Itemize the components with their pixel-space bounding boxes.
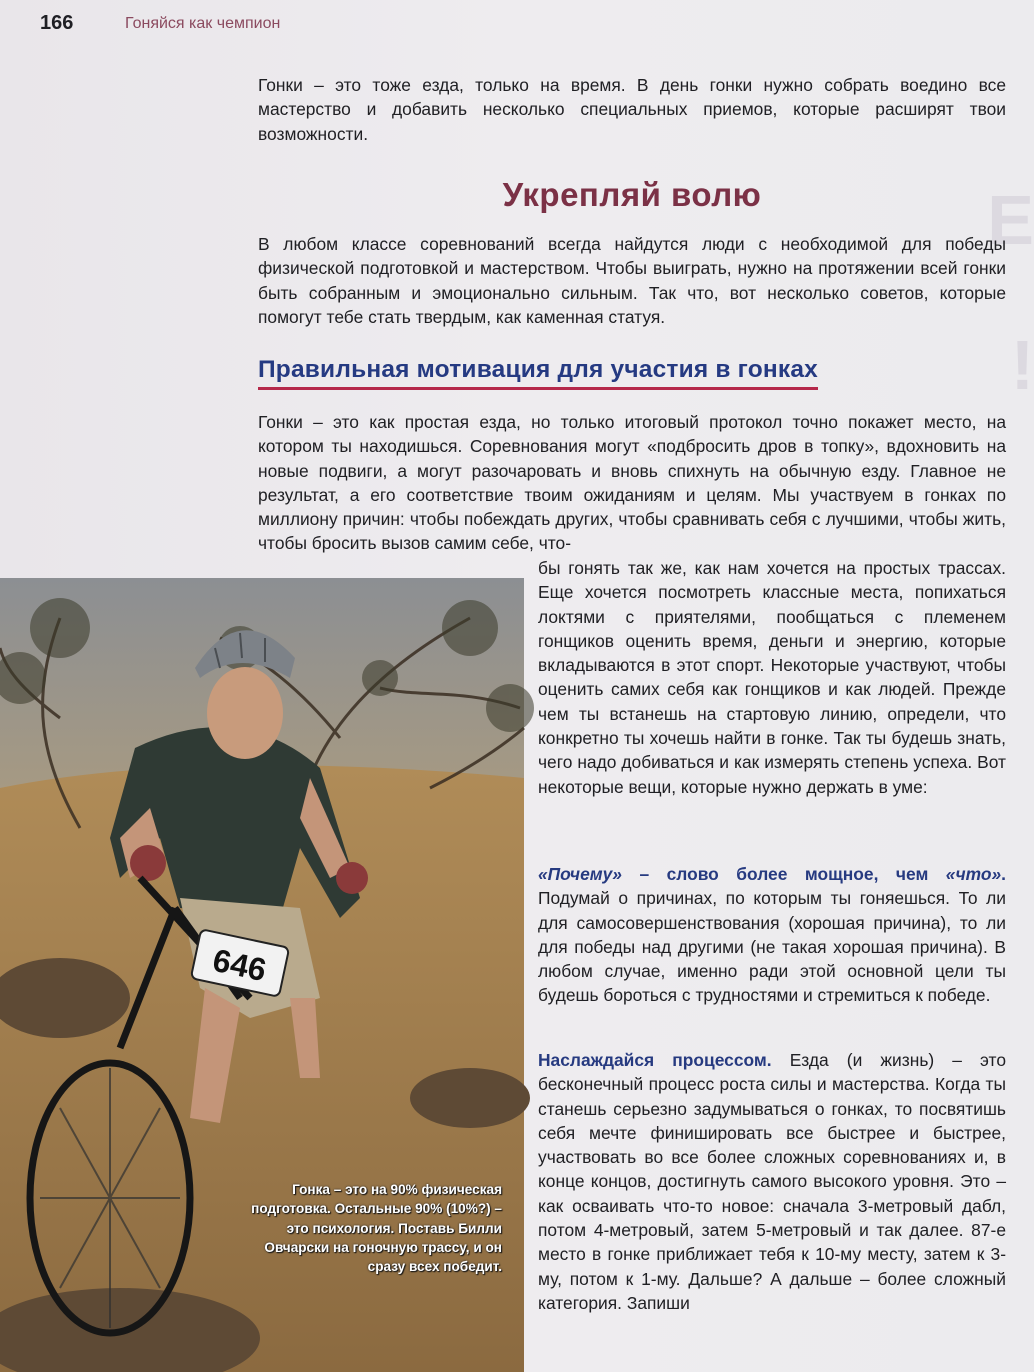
subsection-title: Правильная мотивация для участия в гонках [258,356,818,390]
tip-enjoy-lead: Наслаждайся процессом. [538,1050,772,1070]
tip-why-dash: – [621,864,667,884]
section-title: Укрепляй волю [502,176,762,213]
page-number: 166 [40,12,74,34]
cyclist-photo [0,578,524,1372]
background-decoration: E [987,181,1034,259]
tip-enjoy-paragraph [538,1048,1006,1315]
background-decoration: ! [1010,326,1034,404]
race-number: 646 [209,941,270,989]
photo-caption: Гонка – это на 90% физическая подготовка. Остальные 90% (10%?) – это психология. Поставь Билли Овчарски на гоночную трассу, и он сразу всех победит. [251,1182,502,1275]
tip-why-quote-what: «что» [945,864,1002,884]
intro-paragraph: Гонки – это тоже езда, только на время. В день гонки нужно собрать воедино все мастерство и добавить несколько специальных приемов, которые расширят твои возможности. [258,75,1006,144]
subsection-paragraph-top: Гонки – это как простая езда, но только итоговый протокол точно покажет место, на котором ты находишься. Соревнования могут «подбросить дров в топку», вдохновить на новые подвиги, а могут разочаровать и вновь спихнуть на обычную езду. Главное не результат, а его соответствие твоим ожиданиям и целям. Мы участвуем в гонках по миллиону причин: чтобы побеждать других, чтобы сравнивать себя с лучшими, чтобы жить, чтобы бросить вызов самим себе, что- [258,412,1006,554]
running-title: Гоняйся как чемпион [125,15,281,32]
subsection-paragraph-column: бы гонять так же, как нам хочется на простых трассах. Еще хочется посмотреть классные места, попихаться локтями с приятелями, пообщаться с племенем гонщиков оценить время, деньги и энергию, которые вкладываются в этот спорт. Некоторые участвуют, чтобы оценить самих себя как гонщиков и как людей. Прежде чем ты встанешь на стартовую линию, определи, что конкретно ты хочешь найти в гонке. Так ты будешь знать, чего надо добиваться и как измерять степень успеха. Вот некоторые вещи, которые нужно держать в уме: [538,558,1006,797]
tip-enjoy-body: Езда (и жизнь) – это бесконечный процесс роста силы и мастерства. Когда ты станешь серьезно задумываться о гонках, то посвятишь себя мечте финишировать все быстрее и быстрее, участвовать во все более сложных соревнованиях и, в конце концов, достигнуть самого высокого уровня. Это – как осваивать что-то новое: сначала 3-метровый дабл, потом 4-метровый, затем 5-метровый и так далее. 87-е место в гонке приближает тебя к 10-му месту, затем к 3-му, потом к 1-му. Дальше? А дальше – более сложный категория. Запиши [538,1050,1006,1313]
tip-why-lead: слово более мощное, чем [666,864,929,884]
tip-why-body: Подумай о причинах, по которым ты гоняешься. То ли для самосовершенствования (хорошая причина), то ли для победы над другими (не такая хорошая причина). В любом случае, именно ради этой основной цели ты будешь бороться с трудностями и стремиться к победе. [538,888,1006,1006]
tip-why-dot: . [1001,864,1006,884]
tip-why-paragraph [538,862,1006,1008]
section-paragraph: В любом классе соревнований всегда найдутся люди с необходимой для победы физической подготовкой и мастерством. Чтобы выиграть, нужно на протяжении всей гонки быть собранным и эмоционально сильным. Так что, вот несколько советов, которые помогут тебе стать твердым, как каменная статуя. [258,234,1006,327]
tip-why-quote: «Почему» [538,864,622,884]
